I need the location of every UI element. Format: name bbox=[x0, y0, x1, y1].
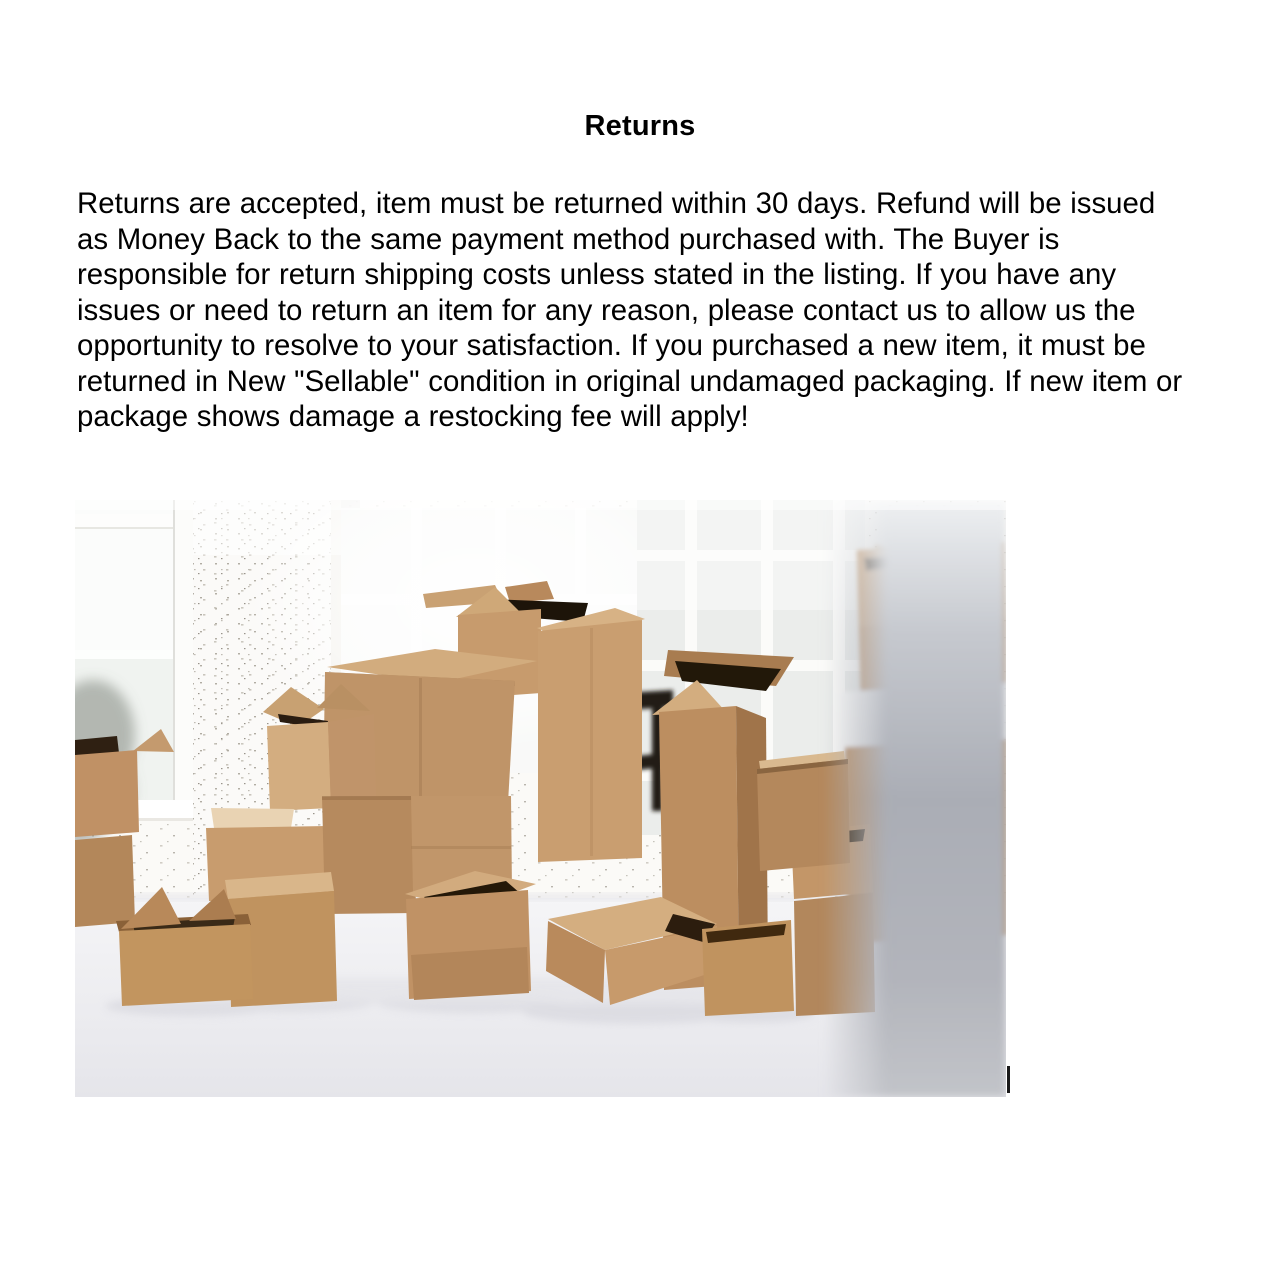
page-title: Returns bbox=[584, 110, 696, 142]
returns-policy-text: Returns are accepted, item must be returned within 30 days. Refund will be issued as Money Back to the same payment method purchased with. The Buyer is responsible for return shipping costs unless stated in the listing. If you have any issues or need to return an item for any reason, please contact us to allow us the opportunity to resolve to your satisfaction. If you purchased a new item, it must be returned in New "Sellable" condition in original undamaged packaging. If new item or package shows damage a restocking fee will apply! bbox=[77, 187, 1183, 433]
moving-boxes-photo bbox=[75, 500, 1006, 1097]
tall-bright-box bbox=[537, 608, 645, 862]
center-open-box bbox=[405, 871, 536, 1000]
small-right-box bbox=[702, 920, 794, 1016]
foreground-blur-band bbox=[823, 500, 1006, 1097]
boxes-photo-illustration bbox=[75, 500, 1006, 1097]
photo-top-fade bbox=[75, 500, 1006, 510]
text-cursor bbox=[1007, 1066, 1010, 1093]
